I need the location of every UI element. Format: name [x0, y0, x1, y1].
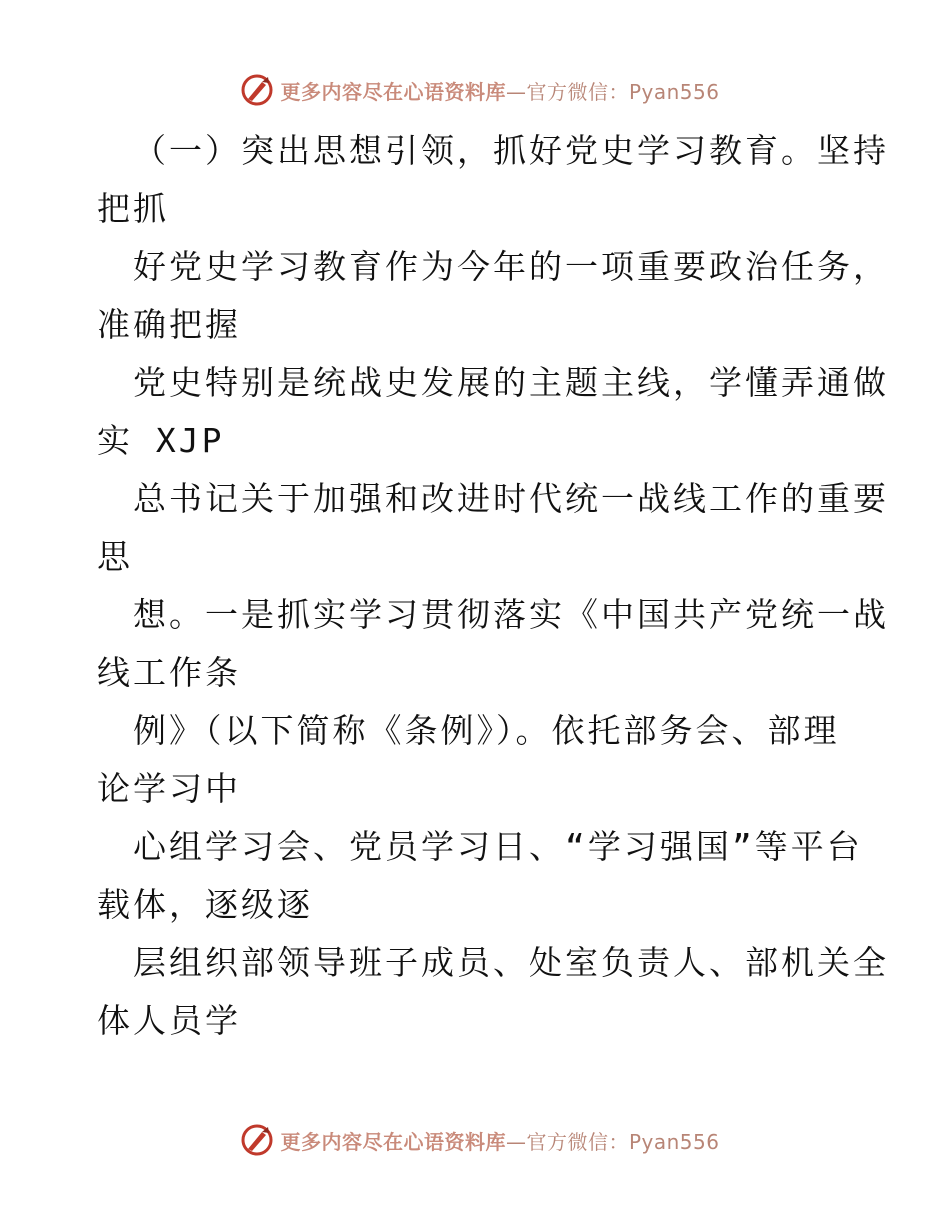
body-line: 论学习中	[97, 769, 241, 808]
body-line: 载体，逐级逐	[97, 885, 313, 924]
footer-banner-contact-text: —官方微信：Pyan556	[505, 1129, 720, 1154]
header-banner	[0, 70, 950, 110]
body-line: 党史特别是统战史发展的主题主线，学懂弄通做	[133, 363, 889, 402]
header-banner-main-text: 更多内容尽在心语资料库	[280, 79, 506, 104]
body-line: 把抓	[97, 189, 169, 228]
footer-banner	[0, 1120, 950, 1160]
document-body	[97, 122, 889, 1050]
body-line: 总书记关于加强和改进时代统一战线工作的重要	[133, 479, 889, 518]
quill-pen-logo-icon	[240, 1123, 274, 1157]
header-banner-content	[240, 73, 719, 107]
body-line: 思	[97, 537, 133, 576]
body-line: 心组学习会、党员学习日、“学习强国”等平台	[133, 827, 863, 866]
body-line: 实 XJP	[97, 421, 225, 460]
body-line: 体人员学	[97, 1001, 241, 1040]
header-banner-contact-text: —官方微信：Pyan556	[505, 79, 720, 104]
body-line: 想。一是抓实学习贯彻落实《中国共产党统一战	[133, 595, 889, 634]
body-line: 层组织部领导班子成员、处室负责人、部机关全	[133, 943, 889, 982]
body-line: 好党史学习教育作为今年的一项重要政治任务，	[133, 247, 889, 286]
body-line: 准确把握	[97, 305, 241, 344]
footer-banner-content	[240, 1123, 719, 1157]
body-line: （一）突出思想引领，抓好党史学习教育。坚持	[133, 131, 889, 170]
footer-banner-text	[280, 1126, 719, 1155]
header-banner-text	[280, 76, 719, 105]
body-line: 线工作条	[97, 653, 241, 692]
footer-banner-main-text: 更多内容尽在心语资料库	[280, 1129, 506, 1154]
body-line: 例》（以下简称《条例》）。依托部务会、部理	[133, 711, 840, 750]
quill-pen-logo-icon	[240, 73, 274, 107]
